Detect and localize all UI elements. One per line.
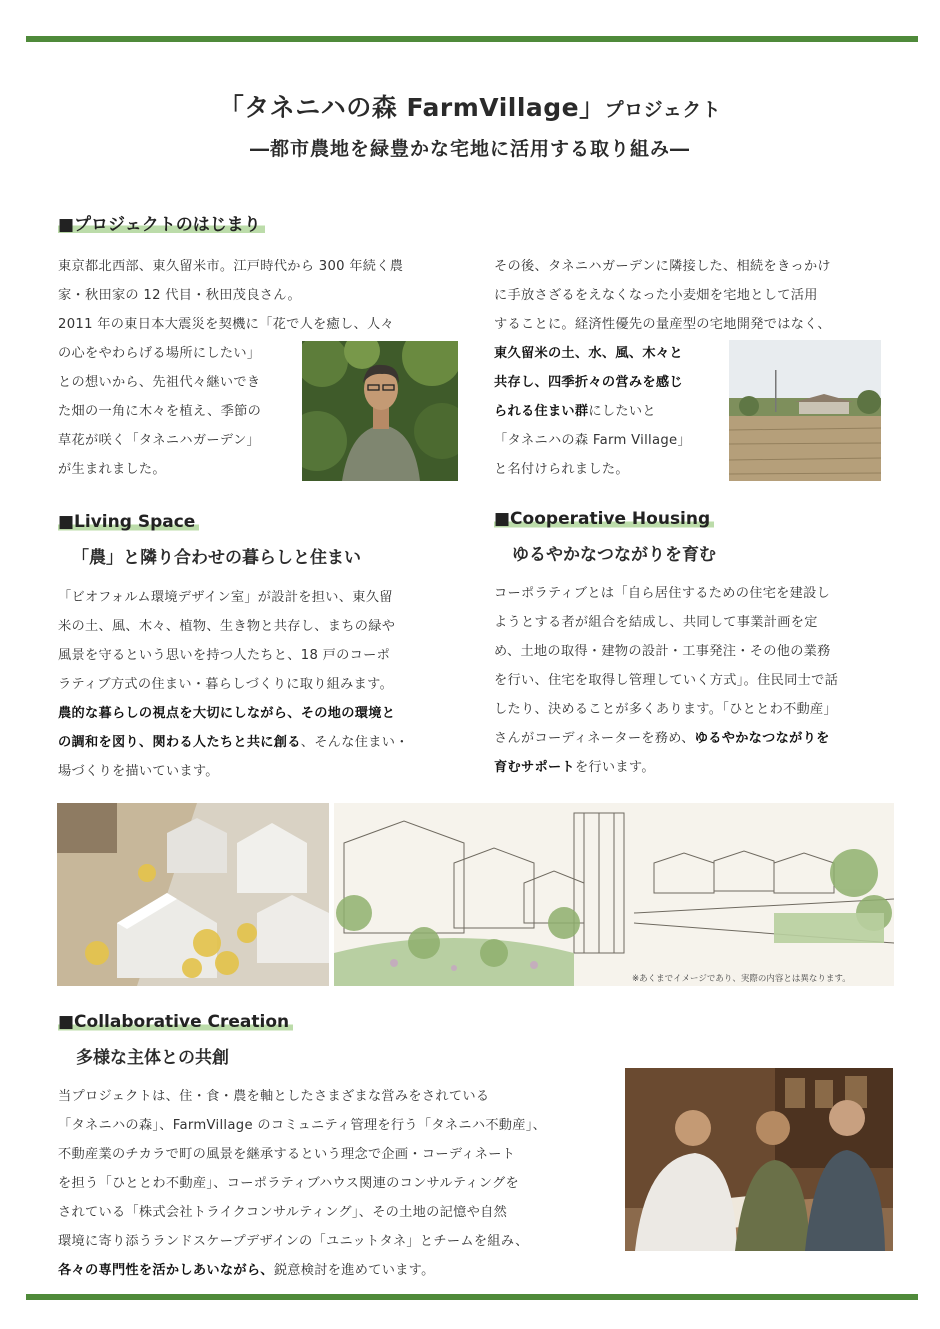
village-illustration (334, 803, 894, 986)
section-heading-origin: ■プロジェクトのはじまり (58, 210, 265, 236)
section-heading-collaborative-creation: ■Collaborative Creation (58, 1012, 293, 1033)
living-space-subheading: 「農」と隣り合わせの暮らしと住まい (72, 548, 361, 568)
page-title: 「タネニハの森 FarmVillage」プロジェクト (218, 93, 722, 122)
collaborative-creation-text: 当プロジェクトは、住・食・農を軸としたさまざまな営みをされている 「タネニハの森」、FarmVillage のコミュニティ管理を行う「タネニハ不動産」、 不動産業のチカラで町の風景を継承するという理念で企画・コーディネート を担う「ひととわ不動産」、コーポラティブハウス関連のコンサルティングを されている「株式会社トライクコンサルティング」、その土地の記憶や自然 環境に寄り添うランドスケープデザインの「ユニットタネ」とチームを組み、 各々の専門性を活かしあいながら、鋭意検討を進めています。 (58, 1089, 547, 1278)
bottom-rule (26, 1294, 918, 1300)
page-subtitle: ―都市農地を緑豊かな宅地に活用する取り組み― (249, 138, 690, 160)
image-disclaimer: ※あくまでイメージであり、実際の内容とは異なります。 (632, 974, 851, 984)
architectural-model-photo (57, 803, 329, 986)
cooperative-housing-subheading: ゆるやかなつながりを育む (512, 545, 716, 565)
farmer-portrait-photo (302, 341, 458, 481)
cooperative-housing-text: コーポラティブとは「自ら居住するための住宅を建設し ようとする者が組合を結成し、共同して事業計画を定 め、土地の取得・建物の設計・工事発注・その他の業務 を行い、住宅を取得し管理していく方式」。住民同士で話 したり、決めることが多くあります。「ひととわ不動産」 さんがコーディネーターを務め、ゆるやかなつながりを 育むサポートを行います。 (494, 586, 839, 775)
team-meeting-photo (625, 1068, 893, 1251)
origin-text-left: 東京都北西部、東久留米市。江戸時代から 300 年続く農 家・秋田家の 12 代目・秋田茂良さん。 2011 年の東日本大震災を契機に「花で人を癒し、人々 の心をやわらげる場所にしたい」 との想いから、先祖代々継いでき た畑の一角に木々を植え、季節の 草花が咲く「タネニハガーデン」 が生まれました。 (58, 259, 404, 477)
section-heading-living-space: ■Living Space (58, 512, 199, 533)
wheat-field-photo (729, 340, 881, 481)
living-space-text: 「ビオフォルム環境デザイン室」が設計を担い、東久留 米の土、風、木々、植物、生き物と共存し、まちの緑や 風景を守るという思いを持つ人たちと、18 戸のコーポ ラティブ方式の住まい・暮らしづくりに取り組みます。 農的な暮らしの視点を大切にしながら、その地の環境と の調和を図り、関わる人たちと共に創る、そんな住まい・ 場づくりを描いています。 (58, 590, 409, 779)
section-heading-cooperative-housing: ■Cooperative Housing (494, 509, 714, 530)
collaborative-creation-subheading: 多様な主体との共創 (76, 1048, 229, 1068)
top-rule (26, 36, 918, 42)
origin-text-right: その後、タネニハガーデンに隣接した、相続をきっかけ に手放さざるをえなくなった小麦畑を宅地として活用 することに。経済性優先の量産型の宅地開発ではなく、 東久留米の土、水、風、木々と 共存し、四季折々の営みを感じ られる住まい群にしたいと 「タネニハの森 Farm Village」 と名付けられました。 (494, 259, 831, 477)
